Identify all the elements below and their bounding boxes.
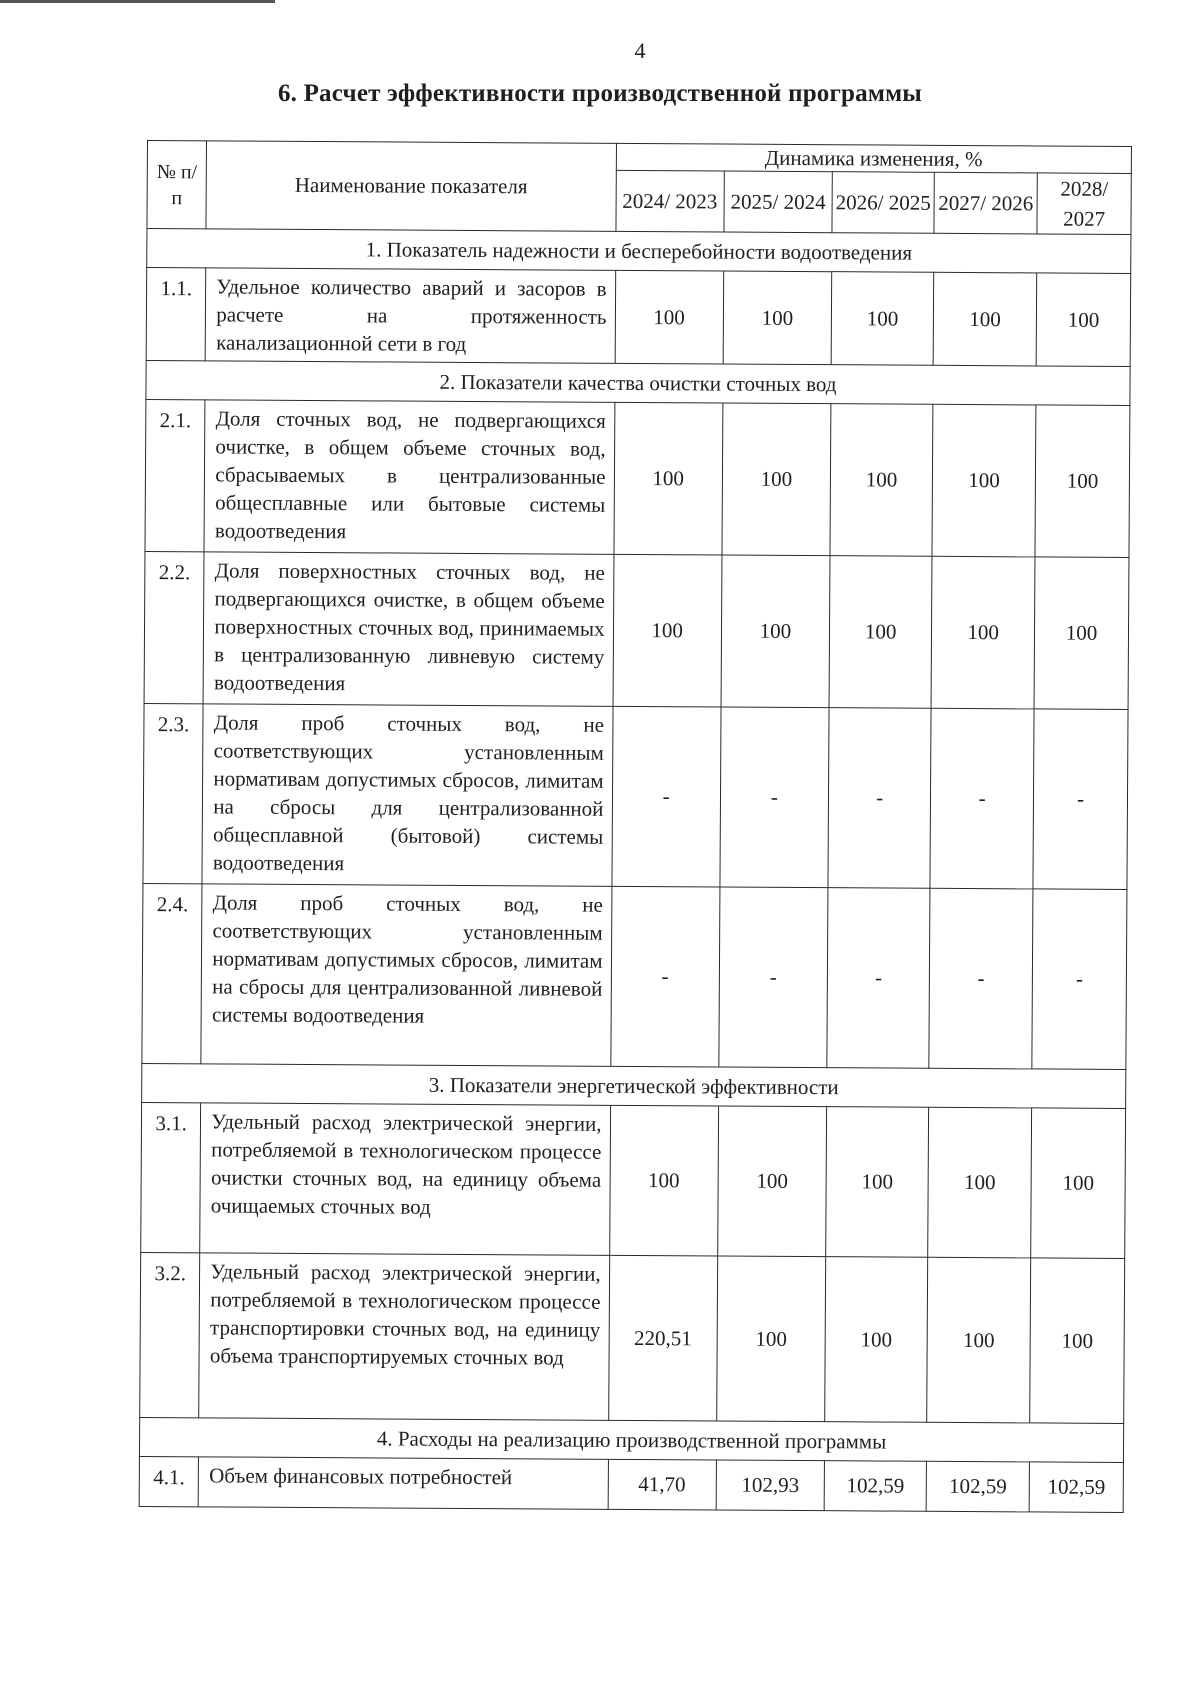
row-name: Объем финансовых потребностей [198, 1457, 607, 1509]
row-value: 100 [1031, 1108, 1126, 1259]
row-value: 102,93 [716, 1460, 825, 1511]
efficiency-table [139, 140, 1132, 1513]
row-value: 100 [928, 1107, 1032, 1258]
row-value: 100 [825, 1257, 928, 1423]
row-value: 100 [932, 404, 1036, 557]
section-header [142, 1063, 1126, 1108]
row-value: - [610, 886, 719, 1067]
header-num: № п/п [147, 141, 207, 229]
section-title: 1. Показатель надежности и бесперебойности водоотведения [147, 229, 1131, 274]
row-value: 100 [615, 270, 724, 364]
row-value: 100 [609, 1105, 718, 1256]
section-header [139, 1417, 1123, 1462]
row-value: 100 [927, 1257, 1031, 1423]
row-name: Удельное количество аварий и засоров в расчете на протяженность канализационной сети в год [205, 268, 615, 363]
row-value: 100 [718, 1106, 827, 1257]
row-value: 220,51 [608, 1255, 717, 1421]
row-value: 41,70 [608, 1459, 717, 1510]
row-value: 100 [933, 272, 1037, 366]
row-value: 100 [830, 404, 933, 557]
row-value: 102,59 [824, 1461, 926, 1512]
table-row [144, 551, 1129, 709]
row-name: Удельный расход электрической энергии, потребляемой в технологическом процессе очистки сточных вод, на единицу объема очищаемых сточных вод [200, 1103, 610, 1255]
scan-edge-line [0, 0, 275, 3]
header-year: 2028/ 2027 [1037, 173, 1131, 235]
row-value: - [930, 708, 1034, 889]
page-number: 4 [634, 38, 646, 63]
row-value: 100 [613, 554, 722, 707]
row-value: 102,59 [926, 1461, 1029, 1512]
row-value: 100 [614, 402, 723, 555]
row-name: Доля сточных вод, не подвергающихся очистке, в общем объеме сточных вод, сбрасываемых в централизованные общесплавные или бытовые системы водоотведения [204, 400, 614, 554]
row-value: 100 [829, 556, 932, 709]
row-name: Доля проб сточных вод, не соответствующих установленным нормативам допустимых сбросов, лимитам на сбросы для централизованной ливневой системы водоотведения [201, 884, 611, 1066]
section-header [147, 229, 1131, 274]
row-name: Удельный расход электрической энергии, потребляемой в технологическом процессе транспортировки сточных вод, на единицу объема транспортируемых сточных вод [199, 1253, 609, 1420]
header-dynamics: Динамика изменения, % [616, 143, 1132, 173]
row-value: 100 [1034, 557, 1129, 710]
row-value: - [1032, 889, 1127, 1070]
page-title: 6. Расчет эффективности производственной программы [277, 80, 923, 107]
table-row [143, 703, 1128, 889]
section-title: 4. Расходы на реализацию производственной программы [139, 1417, 1123, 1462]
table-row [146, 268, 1131, 367]
row-number: 3.1. [141, 1102, 201, 1252]
row-value: 100 [931, 556, 1035, 709]
table-row [145, 399, 1130, 557]
header-year: 2027/ 2026 [934, 172, 1037, 234]
row-number: 4.1. [139, 1456, 199, 1506]
row-value: 102,59 [1029, 1462, 1123, 1513]
row-number: 3.2. [140, 1252, 200, 1417]
row-value: 100 [722, 403, 831, 556]
row-value: - [1033, 709, 1128, 890]
table-row [141, 1102, 1126, 1258]
section-header [146, 360, 1130, 405]
row-number: 2.1. [145, 399, 205, 551]
header-name: Наименование показателя [206, 141, 616, 231]
row-value: 100 [721, 555, 830, 708]
row-number: 2.4. [142, 883, 202, 1063]
table-row [140, 1252, 1125, 1423]
row-name: Доля поверхностных сточных вод, не подвергающихся очистке, в общем объеме поверхностных сточных вод, принимаемых в централизованную ливневую систему водоотведения [203, 552, 613, 706]
row-value: - [828, 708, 931, 889]
row-value: 100 [1035, 405, 1130, 558]
row-value: 100 [1030, 1258, 1125, 1424]
row-value: 100 [831, 272, 934, 366]
section-title: 3. Показатели энергетической эффективности [142, 1063, 1126, 1108]
header-year: 2024/ 2023 [615, 170, 724, 232]
row-value: 100 [723, 271, 832, 365]
row-value: 100 [716, 1256, 825, 1422]
row-value: - [719, 887, 828, 1068]
row-number: 2.3. [143, 703, 203, 883]
row-value: 100 [1036, 273, 1130, 367]
table-row [142, 883, 1127, 1069]
row-value: - [611, 706, 720, 887]
row-value: - [827, 888, 930, 1069]
row-name: Доля проб сточных вод, не соответствующих установленным нормативам допустимых сбросов, лимитам на сбросы для централизованной общесплавной (бытовой) системы водоотведения [202, 704, 612, 886]
row-number: 2.2. [144, 551, 204, 703]
header-year: 2025/ 2024 [724, 171, 833, 233]
row-value: - [929, 888, 1033, 1069]
row-number: 1.1. [146, 268, 206, 361]
table-row [139, 1456, 1123, 1512]
row-value: - [720, 707, 829, 888]
row-value: 100 [826, 1107, 929, 1258]
header-year: 2026/ 2025 [832, 172, 934, 234]
section-title: 2. Показатели качества очистки сточных вод [146, 360, 1130, 405]
